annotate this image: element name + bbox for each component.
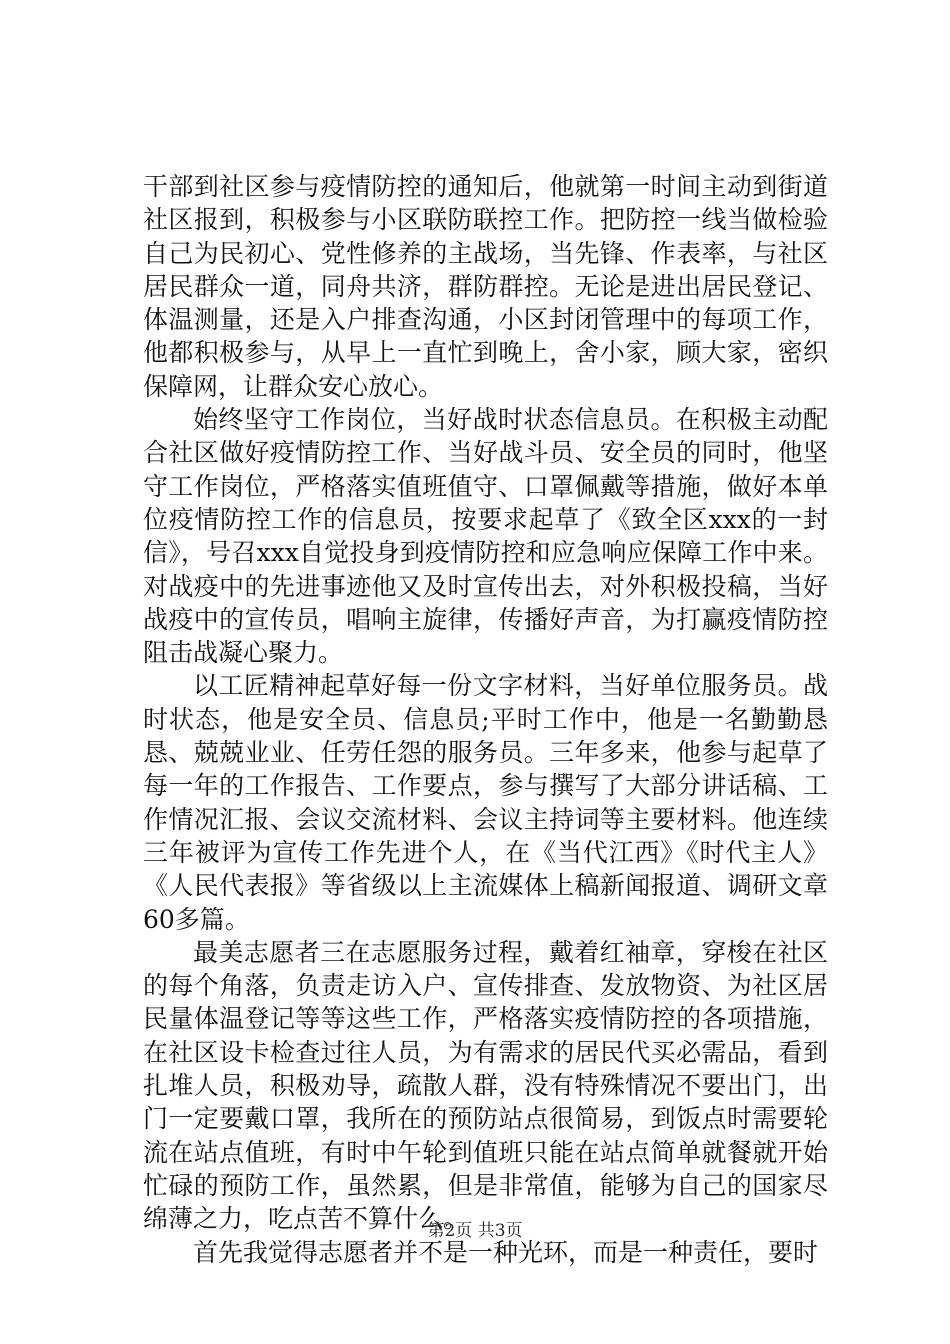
page-footer: 第2页 共3页 [427,1221,523,1241]
paragraph-responsibility: 首先我觉得志愿者并不是一种光环，而是一种责任，要时 [193,1237,819,1267]
paragraph-volunteer: 最美志愿者三在志愿服务过程，戴着红袖章，穿梭在社区的每个角落，负责走访入户、宣传排查、发放物资、为社区居民量体温登记等等这些工作，严格落实疫情防控的各项措施，在社区设卡检查过往人员，为有需求的居民代买必需品，看到扎堆人员，积极劝导，疏散人群，没有特殊情况不要出门，出门一定要戴口罩，我所在的预防站点很简易，到饭点时需要轮流在站点值班，有时中午轮到值班只能在站点简单就餐就开始忙碌的预防工作，虽然累，但是非常值，能够为自己的国家尽绵薄之力，吃点苦不算什么。 [143,937,828,1234]
document-body [143,170,828,1269]
paragraph-continuation: 干部到社区参与疫情防控的通知后，他就第一时间主动到街道社区报到，积极参与小区联防联控工作。把防控一线当做检验自己为民初心、党性修养的主战场，当先锋、作表率，与社区居民群众一道，同舟共济，群防群控。无论是进出居民登记、体温测量，还是入户排查沟通，小区封闭管理中的每项工作，他都积极参与，从早上一直忙到晚上，舍小家，顾大家，密织保障网，让群众安心放心。 [143,172,828,401]
paragraph-service-officer: 以工匠精神起草好每一份文字材料，当好单位服务员。战时状态，他是安全员、信息员;平时工作中，他是一名勤勤恳恳、兢兢业业、任劳任怨的服务员。三年多来，他参与起草了每一年的工作报告、工作要点，参与撰写了大部分讲话稿、工作情况汇报、会议交流材料、会议主持词等主要材料。他连续三年被评为宣传工作先进个人，在《当代江西》《时代主人》《人民代表报》等省级以上主流媒体上稿新闻报道、调研文章60多篇。 [143,671,828,934]
paragraph-info-officer: 始终坚守工作岗位，当好战时状态信息员。在积极主动配合社区做好疫情防控工作、当好战斗员、安全员的同时，他坚守工作岗位，严格落实值班值守、口罩佩戴等措施，做好本单位疫情防控工作的信息员，按要求起草了《致全区xxx的一封信》，号召xxx自觉投身到疫情防控和应急响应保障工作中来。对战疫中的先进事迹他又及时宣传出去，对外积极投稿，当好战疫中的宣传员，唱响主旋律，传播好声音，为打赢疫情防控阻击战凝心聚力。 [143,405,828,668]
